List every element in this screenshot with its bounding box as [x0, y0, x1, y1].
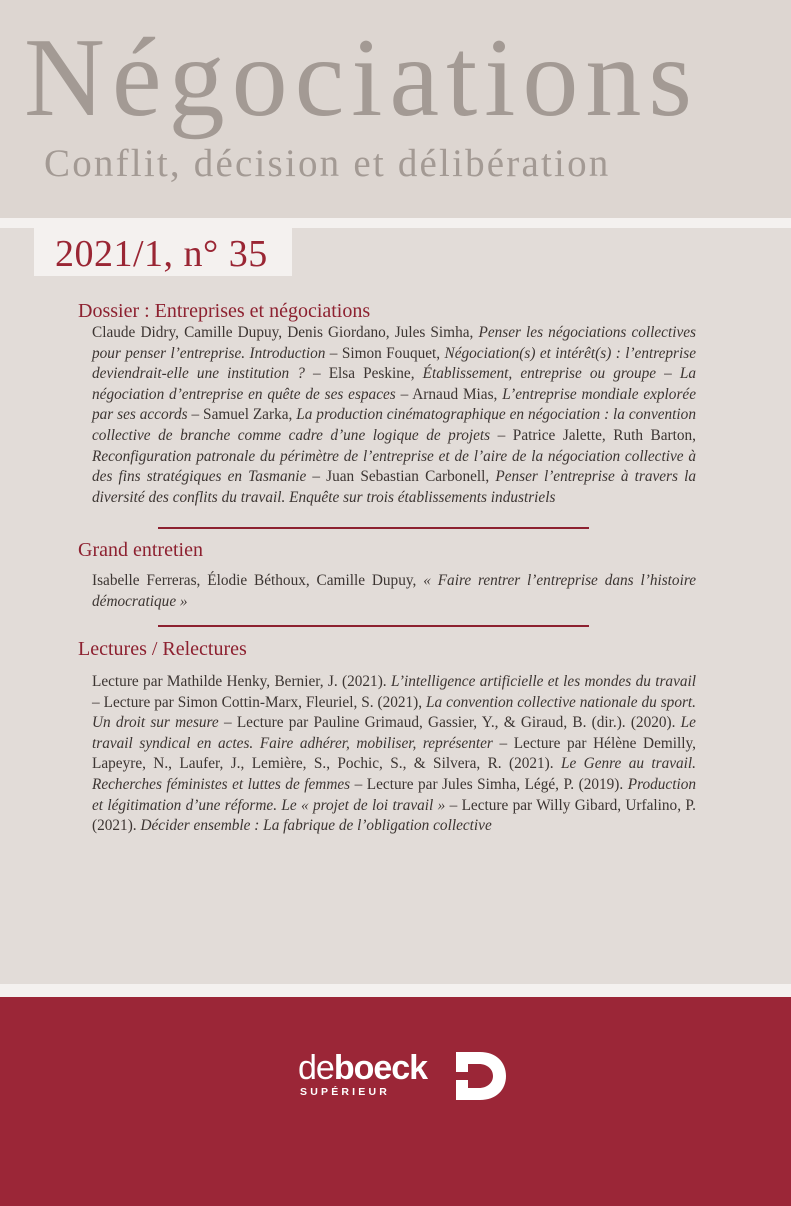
- publisher-sub: SUPÉRIEUR: [300, 1086, 391, 1098]
- section-body-dossier: [92, 323, 696, 508]
- cover-header: [0, 0, 791, 218]
- article-title: Penser les négociations collectives pour penser l’entreprise. Introduction: [92, 324, 697, 362]
- article-authors: – Elsa Peskine,: [304, 365, 423, 383]
- section-divider: [158, 527, 589, 529]
- article-authors: – Arnaud Mias,: [395, 385, 503, 403]
- article-authors: – Patrice Jalette, Ruth Barton,: [490, 426, 696, 444]
- article-title: Reconfiguration patronale du périmètre de l’entreprise et de l’aire de la négociation collective à des fins stratégiques en Tasmanie: [92, 447, 696, 486]
- article-title: La production cinématographique en négociation : la convention collective de branche comme cadre d’une logique de projets: [92, 406, 696, 444]
- publisher-logo: [298, 1048, 518, 1108]
- section-title-dossier: Dossier : Entreprises et négociations: [78, 300, 371, 322]
- journal-subtitle: Conflit, décision et délibération: [44, 142, 611, 185]
- article-title: Établissement, entreprise ou groupe – La négociation d’entreprise en quête de ses espaces: [92, 365, 696, 403]
- section-title-lectures: Lectures / Relectures: [78, 638, 247, 660]
- issue-box: [34, 228, 292, 276]
- section-divider: [158, 625, 589, 627]
- publisher-name: deboeck: [298, 1049, 428, 1087]
- article-authors: – Lecture par Hélène Demilly, Lapeyre, N., Laufer, J., Lemière, S., Pochic, S., & Silvera, R. (2021).: [92, 734, 696, 773]
- article-authors: Isabelle Ferreras, Élodie Béthoux, Camille Dupuy,: [92, 572, 424, 589]
- article-authors: – Lecture par Jules Simha, Légé, P. (2019).: [350, 775, 628, 793]
- article-authors: – Lecture par Simon Cottin-Marx, Fleuriel, S. (2021),: [92, 693, 427, 711]
- article-title: Le Genre au travail. Recherches féministes et luttes de femmes: [92, 755, 696, 793]
- section-body-grand-entretien: [92, 571, 696, 612]
- article-authors: Claude Didry, Camille Dupuy, Denis Giordano, Jules Simha,: [92, 324, 479, 341]
- article-title: L’entreprise mondiale explorée par ses accords: [92, 385, 696, 424]
- section-body-lectures: [92, 672, 696, 837]
- journal-title: Négociations: [24, 16, 699, 140]
- article-authors: Lecture par Mathilde Henky, Bernier, J. (2021).: [92, 673, 391, 690]
- issue-number: 2021/1, n° 35: [55, 233, 268, 275]
- article-title: L’intelligence artificielle et les mondes du travail: [390, 673, 697, 690]
- article-title: Décider ensemble : La fabrique de l’obligation collective: [140, 817, 492, 835]
- article-title: Négociation(s) et intérêt(s) : l’entreprise deviendrait-elle une institution ?: [92, 344, 696, 383]
- article-title: La convention collective nationale du sport. Un droit sur mesure: [92, 693, 696, 732]
- article-title: Le travail syndical en actes. Faire adhérer, mobiliser, représenter: [92, 714, 696, 752]
- section-title-grand-entretien: Grand entretien: [78, 539, 203, 561]
- header-divider: [0, 218, 791, 228]
- article-authors: – Juan Sebastian Carbonell,: [306, 468, 496, 486]
- article-title: Penser l’entreprise à travers la diversité des conflits du travail. Enquête sur trois établissements industriels: [92, 468, 696, 506]
- article-title: Production et légitimation d’une réforme. Le « projet de loi travail »: [92, 775, 696, 814]
- article-title: « Faire rentrer l’entreprise dans l’histoire démocratique »: [92, 572, 696, 610]
- article-authors: – Lecture par Pauline Grimaud, Gassier, Y., & Giraud, B. (dir.). (2020).: [218, 714, 681, 732]
- deboeck-d-icon: [454, 1050, 508, 1102]
- article-authors: – Samuel Zarka,: [187, 406, 297, 424]
- footer-divider: [0, 984, 791, 997]
- article-authors: – Lecture par Willy Gibard, Urfalino, P. (2021).: [92, 796, 696, 835]
- article-authors: – Simon Fouquet,: [325, 344, 445, 362]
